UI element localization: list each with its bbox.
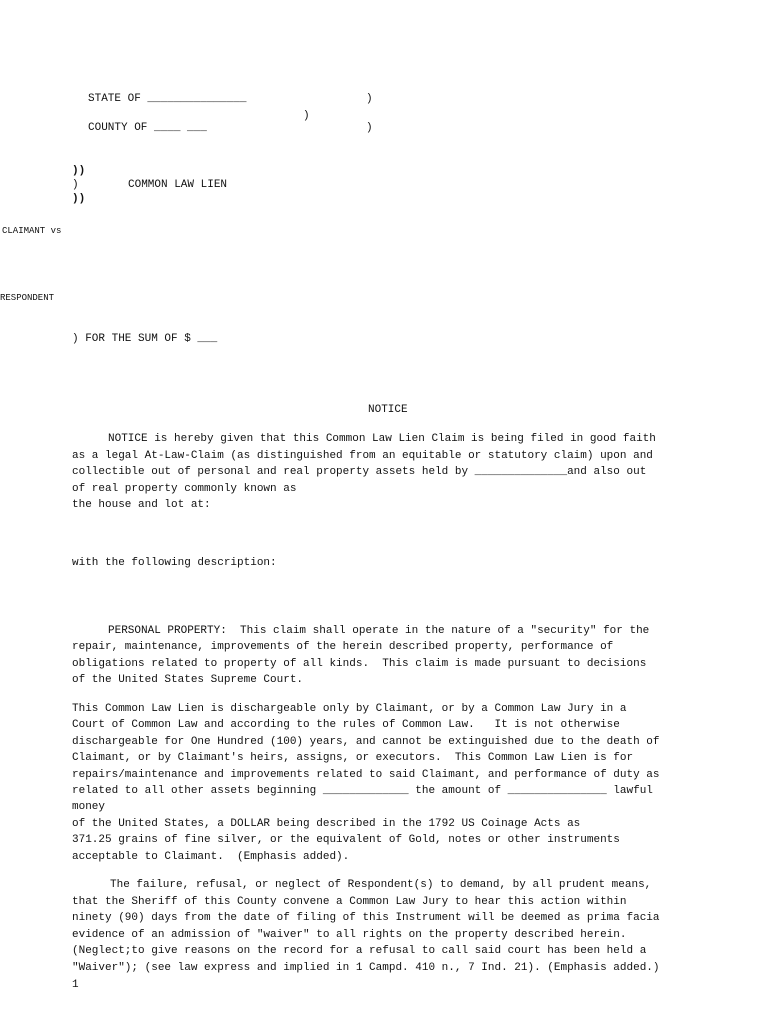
discharge-line: 371.25 grains of fine silver, or the equivalent of Gold, notes or other instruments — [72, 834, 620, 846]
personal-property-line: obligations related to property of all kinds. This claim is made pursuant to decisions — [72, 658, 647, 670]
notice-line: NOTICE is hereby given that this Common Law Lien Claim is being filed in good faith — [108, 433, 656, 445]
state-line: STATE OF _______________ — [88, 93, 247, 105]
personal-property-line: of the United States Supreme Court. — [72, 674, 304, 686]
discharge-line: of the United States, a DOLLAR being described in the 1792 US Coinage Acts as — [72, 818, 581, 830]
failure-line: "Waiver"); (see law express and implied in 1 Campd. 410 n., 7 Ind. 21). (Emphasis added.) — [72, 962, 660, 974]
county-line: COUNTY OF ____ ___ — [88, 122, 207, 134]
failure-line: The failure, refusal, or neglect of Respondent(s) to demand, by all prudent means, — [110, 879, 652, 891]
respondent-label: RESPONDENT — [0, 293, 55, 303]
failure-line: ninety (90) days from the date of filing of this Instrument will be deemed as prima facia — [72, 912, 660, 924]
document-title: COMMON LAW LIEN — [128, 179, 228, 191]
notice-heading: NOTICE — [368, 404, 408, 416]
notice-line: as a legal At-Law-Claim (as distinguished from an equitable or statutory claim) upon and — [72, 450, 653, 462]
discharge-line: acceptable to Claimant. (Emphasis added). — [72, 851, 350, 863]
caption-paren: ) — [303, 110, 310, 122]
notice-line: of real property commonly known as — [72, 483, 297, 495]
caption-bracket: )) — [72, 193, 86, 205]
discharge-line: dischargeable for One Hundred (100) years, and cannot be extinguished due to the death of — [72, 736, 660, 748]
failure-line: (Neglect;to give reasons on the record for a refusal to call said court has been held a — [72, 945, 647, 957]
failure-line: that the Sheriff of this County convene a Common Law Jury to hear this action within — [72, 896, 627, 908]
notice-line: collectible out of personal and real property assets held by ______________and also out — [72, 466, 647, 478]
notice-line: the house and lot at: — [72, 499, 211, 511]
caption-paren: ) — [366, 122, 373, 134]
discharge-line: related to all other assets beginning _____________ the amount of _______________ lawful — [72, 785, 653, 797]
failure-line: evidence of an admission of "waiver" to all rights on the property described herein. — [72, 929, 627, 941]
sum-line: ) FOR THE SUM OF $ ___ — [72, 333, 218, 345]
personal-property-line: PERSONAL PROPERTY: This claim shall operate in the nature of a "security" for the — [108, 625, 650, 637]
caption-bracket: ) — [72, 179, 79, 191]
claimant-label: CLAIMANT vs — [2, 226, 62, 236]
description-line: with the following description: — [72, 557, 277, 569]
caption-bracket: )) — [72, 165, 86, 177]
discharge-line: This Common Law Lien is dischargeable only by Claimant, or by a Common Law Jury in a — [72, 703, 627, 715]
discharge-line: repairs/maintenance and improvements related to said Claimant, and performance of duty as — [72, 769, 660, 781]
page-number: 1 — [72, 979, 79, 991]
discharge-line: Claimant, or by Claimant's heirs, assigns, or executors. This Common Law Lien is for — [72, 752, 634, 764]
discharge-line: money — [72, 801, 106, 813]
personal-property-line: repair, maintenance, improvements of the herein described property, performance of — [72, 641, 614, 653]
discharge-line: Court of Common Law and according to the rules of Common Law. It is not otherwise — [72, 719, 620, 731]
caption-paren: ) — [366, 93, 373, 105]
